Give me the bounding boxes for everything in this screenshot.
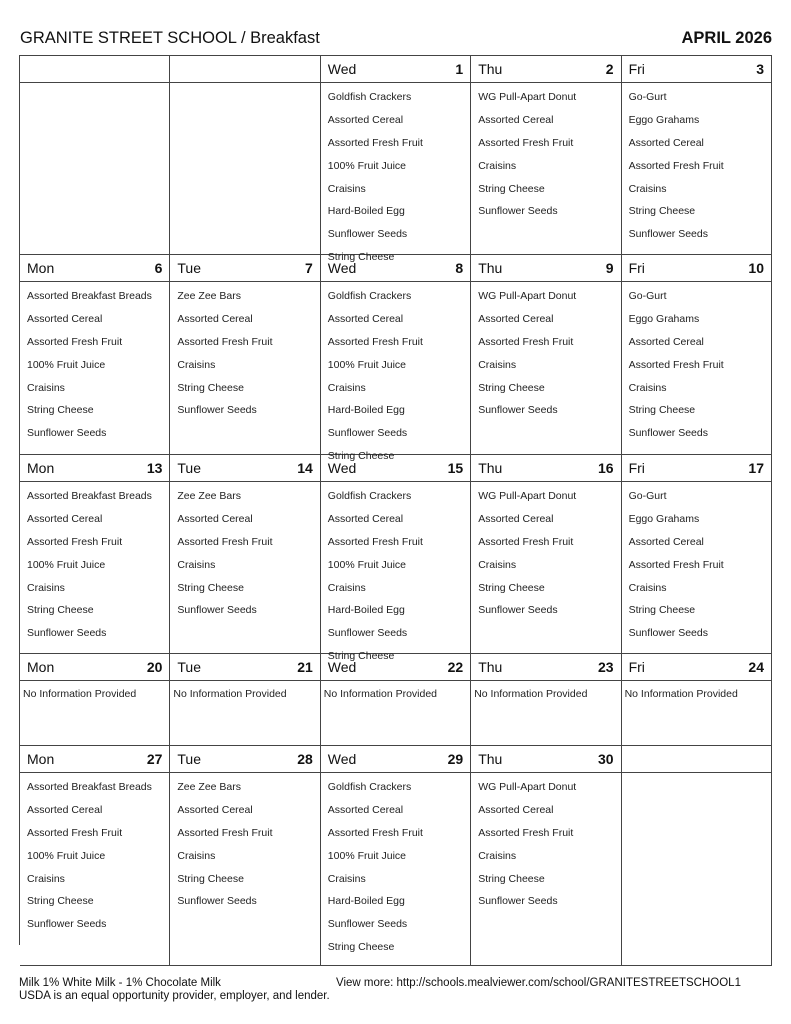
menu-list (170, 482, 319, 617)
menu-item: Craisins (27, 872, 65, 885)
menu-item: Sunflower Seeds (478, 604, 558, 617)
menu-item: Assorted Cereal (628, 535, 704, 548)
day-name: Tue (177, 260, 201, 276)
month-title: APRIL 2026 (681, 29, 772, 47)
menu-list (622, 83, 771, 241)
day-cell-14 (170, 455, 320, 654)
day-header (622, 654, 771, 681)
day-cell-2 (471, 56, 621, 255)
day-header (321, 56, 470, 83)
menu-item: Zee Zee Bars (177, 490, 242, 502)
day-cell-20 (20, 654, 170, 746)
day-header (471, 255, 620, 282)
view-more-link[interactable]: View more: http://schools.mealviewer.com/school/GRANITESTREETSCHOOL1 (336, 977, 741, 989)
day-header (471, 746, 620, 773)
menu-list (20, 773, 169, 931)
menu-item: Sunflower Seeds (327, 918, 408, 931)
menu-item: Assorted Fresh Fruit (628, 159, 724, 172)
menu-item: 100% Fruit Juice (27, 558, 106, 571)
menu-list (622, 482, 771, 640)
empty-cell (622, 746, 772, 966)
day-number: 15 (447, 460, 464, 476)
menu-item: Hard-Boiled Egg (327, 404, 405, 417)
menu-item: Go-Gurt (628, 490, 667, 502)
day-header (471, 654, 620, 681)
menu-item: Assorted Fresh Fruit (177, 826, 273, 839)
day-header (471, 56, 620, 83)
footer-left (19, 977, 330, 1002)
menu-item: Craisins (327, 381, 366, 394)
day-name: Wed (327, 61, 357, 77)
menu-item: Go-Gurt (628, 290, 667, 302)
menu-list (170, 282, 319, 417)
day-number: 20 (146, 659, 163, 675)
day-header (321, 255, 470, 282)
day-name: Mon (27, 260, 55, 276)
menu-item: String Cheese (327, 251, 395, 264)
menu-item: Hard-Boiled Egg (327, 205, 405, 218)
menu-item: 100% Fruit Juice (27, 358, 106, 371)
day-header (20, 654, 169, 681)
menu-item: 100% Fruit Juice (327, 849, 406, 862)
menu-list (321, 482, 470, 663)
menu-item: Craisins (478, 358, 517, 371)
menu-item: Sunflower Seeds (177, 895, 257, 908)
menu-item: Assorted Fresh Fruit (27, 535, 123, 548)
menu-list (170, 773, 319, 908)
day-number: 23 (598, 659, 614, 675)
menu-item: Assorted Fresh Fruit (478, 535, 574, 548)
day-name: Fri (628, 460, 645, 476)
menu-item: String Cheese (27, 404, 94, 417)
menu-item: String Cheese (27, 604, 94, 617)
menu-item: Craisins (327, 872, 366, 885)
menu-item: Craisins (628, 381, 667, 394)
menu-item: String Cheese (327, 941, 395, 954)
menu-item: Assorted Cereal (327, 512, 404, 525)
day-number: 30 (598, 751, 614, 767)
day-header (622, 56, 771, 83)
menu-item: Assorted Breakfast Breads (27, 290, 152, 302)
menu-item: Craisins (478, 558, 517, 571)
menu-item: String Cheese (177, 872, 244, 885)
day-cell-16 (471, 455, 621, 654)
day-header (622, 455, 771, 482)
menu-item: String Cheese (628, 404, 696, 417)
menu-item: Assorted Fresh Fruit (628, 358, 724, 371)
menu-item: Craisins (177, 558, 216, 571)
milk-note: Milk 1% White Milk - 1% Chocolate Milk (19, 977, 221, 989)
day-number: 13 (146, 460, 163, 476)
day-name: Wed (327, 659, 357, 675)
menu-item: Craisins (327, 581, 366, 594)
menu-item: Assorted Fresh Fruit (177, 535, 273, 548)
day-number: 8 (455, 260, 464, 276)
day-number: 6 (154, 260, 163, 276)
menu-item: Sunflower Seeds (478, 205, 558, 218)
day-cell-23 (471, 654, 621, 746)
day-cell-7 (170, 255, 320, 455)
menu-item: Sunflower Seeds (177, 604, 257, 617)
menu-item: Sunflower Seeds (27, 427, 107, 440)
menu-item: Assorted Fresh Fruit (327, 535, 423, 548)
day-number: 16 (598, 460, 614, 476)
day-header (170, 455, 319, 482)
day-name: Thu (478, 659, 503, 675)
day-number: 2 (605, 61, 614, 77)
day-name: Tue (177, 460, 201, 476)
day-number: 22 (447, 659, 464, 675)
day-number: 24 (748, 659, 764, 675)
menu-item: WG Pull-Apart Donut (478, 781, 577, 793)
day-header (20, 746, 169, 773)
day-header (170, 255, 319, 282)
day-header (170, 56, 319, 83)
menu-item: Sunflower Seeds (177, 404, 257, 417)
menu-item: Sunflower Seeds (327, 228, 408, 241)
menu-item: String Cheese (628, 205, 696, 218)
day-name: Thu (478, 260, 503, 276)
menu-item: Assorted Cereal (478, 512, 554, 525)
menu-list (471, 282, 620, 417)
day-name: Tue (177, 751, 201, 767)
day-header (170, 746, 319, 773)
usda-note: USDA is an equal opportunity provider, employer, and lender. (19, 989, 330, 1002)
day-header (321, 654, 470, 681)
day-name: Wed (327, 751, 357, 767)
menu-item: Goldfish Crackers (327, 290, 412, 302)
menu-item: Sunflower Seeds (478, 895, 558, 908)
empty-cell (20, 56, 170, 255)
menu-item: Craisins (177, 358, 216, 371)
menu-list (20, 482, 169, 640)
day-number: 3 (756, 61, 764, 77)
day-number: 9 (605, 260, 614, 276)
menu-item: Assorted Cereal (177, 803, 253, 816)
menu-item: Goldfish Crackers (327, 490, 412, 502)
menu-item: Assorted Fresh Fruit (327, 826, 423, 839)
menu-list (20, 282, 169, 440)
menu-item: Assorted Fresh Fruit (27, 335, 123, 348)
day-cell-29 (321, 746, 471, 966)
menu-item: Assorted Breakfast Breads (27, 781, 152, 793)
menu-item: Craisins (177, 849, 216, 862)
menu-item: Assorted Fresh Fruit (177, 335, 273, 348)
menu-item: Zee Zee Bars (177, 781, 242, 793)
menu-item: Craisins (478, 159, 517, 172)
menu-item: WG Pull-Apart Donut (478, 490, 577, 502)
day-number: 27 (146, 751, 163, 767)
menu-item: Craisins (628, 182, 667, 195)
day-cell-28 (170, 746, 320, 966)
day-name: Mon (27, 460, 55, 476)
menu-item: Assorted Breakfast Breads (27, 490, 152, 502)
day-header (321, 455, 470, 482)
day-number: 28 (297, 751, 313, 767)
menu-list (471, 482, 620, 617)
no-info-note: No Information Provided (173, 688, 287, 700)
menu-item: String Cheese (478, 581, 545, 594)
menu-item: Craisins (27, 581, 65, 594)
menu-item: Goldfish Crackers (327, 91, 412, 103)
empty-cell (170, 56, 320, 255)
menu-item: String Cheese (177, 581, 244, 594)
menu-item: Assorted Fresh Fruit (478, 335, 574, 348)
menu-item: 100% Fruit Juice (27, 849, 106, 862)
day-name: Tue (177, 659, 201, 675)
menu-item: WG Pull-Apart Donut (478, 290, 577, 302)
menu-item: String Cheese (327, 650, 395, 663)
day-name: Thu (478, 61, 503, 77)
menu-item: Assorted Cereal (27, 803, 103, 816)
menu-item: Sunflower Seeds (628, 228, 708, 241)
menu-item: Assorted Cereal (478, 312, 554, 325)
day-number: 29 (447, 751, 464, 767)
day-name: Fri (628, 61, 645, 77)
calendar-grid (19, 55, 772, 954)
menu-list (321, 282, 470, 463)
day-cell-21 (170, 654, 320, 746)
menu-item: Assorted Fresh Fruit (27, 826, 123, 839)
menu-list (471, 83, 620, 218)
day-cell-24 (622, 654, 772, 746)
menu-item: Zee Zee Bars (177, 290, 242, 302)
menu-item: Sunflower Seeds (27, 627, 107, 640)
day-header (321, 746, 470, 773)
menu-item: Assorted Fresh Fruit (628, 558, 724, 571)
menu-item: String Cheese (478, 872, 545, 885)
day-name: Thu (478, 460, 503, 476)
menu-item: String Cheese (478, 381, 545, 394)
menu-item: 100% Fruit Juice (327, 358, 406, 371)
day-cell-1 (321, 56, 471, 264)
day-cell-30 (471, 746, 621, 966)
school-title: GRANITE STREET SCHOOL / Breakfast (20, 29, 320, 47)
menu-item: String Cheese (27, 895, 94, 908)
menu-item: Assorted Cereal (478, 113, 554, 126)
day-number: 21 (297, 659, 313, 675)
day-cell-17 (622, 455, 772, 654)
day-cell-6 (20, 255, 170, 455)
day-cell-15 (321, 455, 471, 663)
menu-item: String Cheese (628, 604, 696, 617)
menu-item: Sunflower Seeds (628, 627, 708, 640)
day-number: 14 (297, 460, 313, 476)
menu-item: Eggo Grahams (628, 312, 700, 325)
day-number: 17 (748, 460, 764, 476)
menu-item: Eggo Grahams (628, 512, 700, 525)
day-cell-27 (20, 746, 170, 966)
day-name: Mon (27, 751, 55, 767)
menu-list (321, 773, 470, 954)
day-name: Fri (628, 659, 645, 675)
menu-item: Sunflower Seeds (628, 427, 708, 440)
day-number: 7 (305, 260, 313, 276)
day-name: Wed (327, 260, 357, 276)
menu-item: Sunflower Seeds (27, 918, 107, 931)
menu-item: Assorted Cereal (628, 335, 704, 348)
day-name: Mon (27, 659, 55, 675)
menu-item: 100% Fruit Juice (327, 159, 406, 172)
menu-item: Assorted Cereal (478, 803, 554, 816)
menu-list (622, 282, 771, 440)
day-header (20, 56, 169, 83)
menu-item: Sunflower Seeds (327, 427, 408, 440)
menu-item: Assorted Cereal (27, 312, 103, 325)
day-header (471, 455, 620, 482)
menu-item: Assorted Cereal (177, 512, 253, 525)
menu-item: Craisins (27, 381, 65, 394)
menu-list (321, 83, 470, 264)
menu-item: Craisins (628, 581, 667, 594)
day-name: Wed (327, 460, 357, 476)
menu-item: String Cheese (177, 381, 244, 394)
menu-item: 100% Fruit Juice (327, 558, 406, 571)
menu-item: Assorted Cereal (327, 312, 404, 325)
no-info-note: No Information Provided (624, 688, 738, 700)
menu-item: Assorted Cereal (628, 136, 704, 149)
no-info-note: No Information Provided (323, 688, 438, 700)
day-header (622, 255, 771, 282)
no-info-note: No Information Provided (474, 688, 588, 700)
menu-item: Assorted Cereal (327, 803, 404, 816)
day-header (20, 255, 169, 282)
menu-item: Hard-Boiled Egg (327, 604, 405, 617)
menu-item: Craisins (327, 182, 366, 195)
menu-item: Sunflower Seeds (327, 627, 408, 640)
day-header (170, 654, 319, 681)
day-number: 10 (748, 260, 764, 276)
menu-item: String Cheese (478, 182, 545, 195)
day-header (622, 746, 771, 773)
day-name: Thu (478, 751, 503, 767)
menu-item: Assorted Fresh Fruit (478, 136, 574, 149)
day-cell-13 (20, 455, 170, 654)
menu-item: Assorted Fresh Fruit (327, 335, 423, 348)
day-cell-9 (471, 255, 621, 455)
menu-item: String Cheese (327, 450, 395, 463)
day-cell-8 (321, 255, 471, 463)
menu-item: Sunflower Seeds (478, 404, 558, 417)
menu-item: WG Pull-Apart Donut (478, 91, 577, 103)
day-cell-10 (622, 255, 772, 455)
menu-item: Craisins (478, 849, 517, 862)
day-cell-22 (321, 654, 471, 746)
menu-item: Assorted Cereal (177, 312, 253, 325)
menu-item: Assorted Fresh Fruit (327, 136, 423, 149)
no-info-note: No Information Provided (23, 688, 137, 700)
day-cell-3 (622, 56, 772, 255)
day-name: Fri (628, 260, 645, 276)
menu-item: Goldfish Crackers (327, 781, 412, 793)
menu-item: Go-Gurt (628, 91, 667, 103)
menu-list (471, 773, 620, 908)
menu-item: Eggo Grahams (628, 113, 700, 126)
menu-item: Hard-Boiled Egg (327, 895, 405, 908)
menu-item: Assorted Cereal (327, 113, 404, 126)
menu-item: Assorted Fresh Fruit (478, 826, 574, 839)
menu-item: Assorted Cereal (27, 512, 103, 525)
day-number: 1 (455, 61, 464, 77)
day-header (20, 455, 169, 482)
